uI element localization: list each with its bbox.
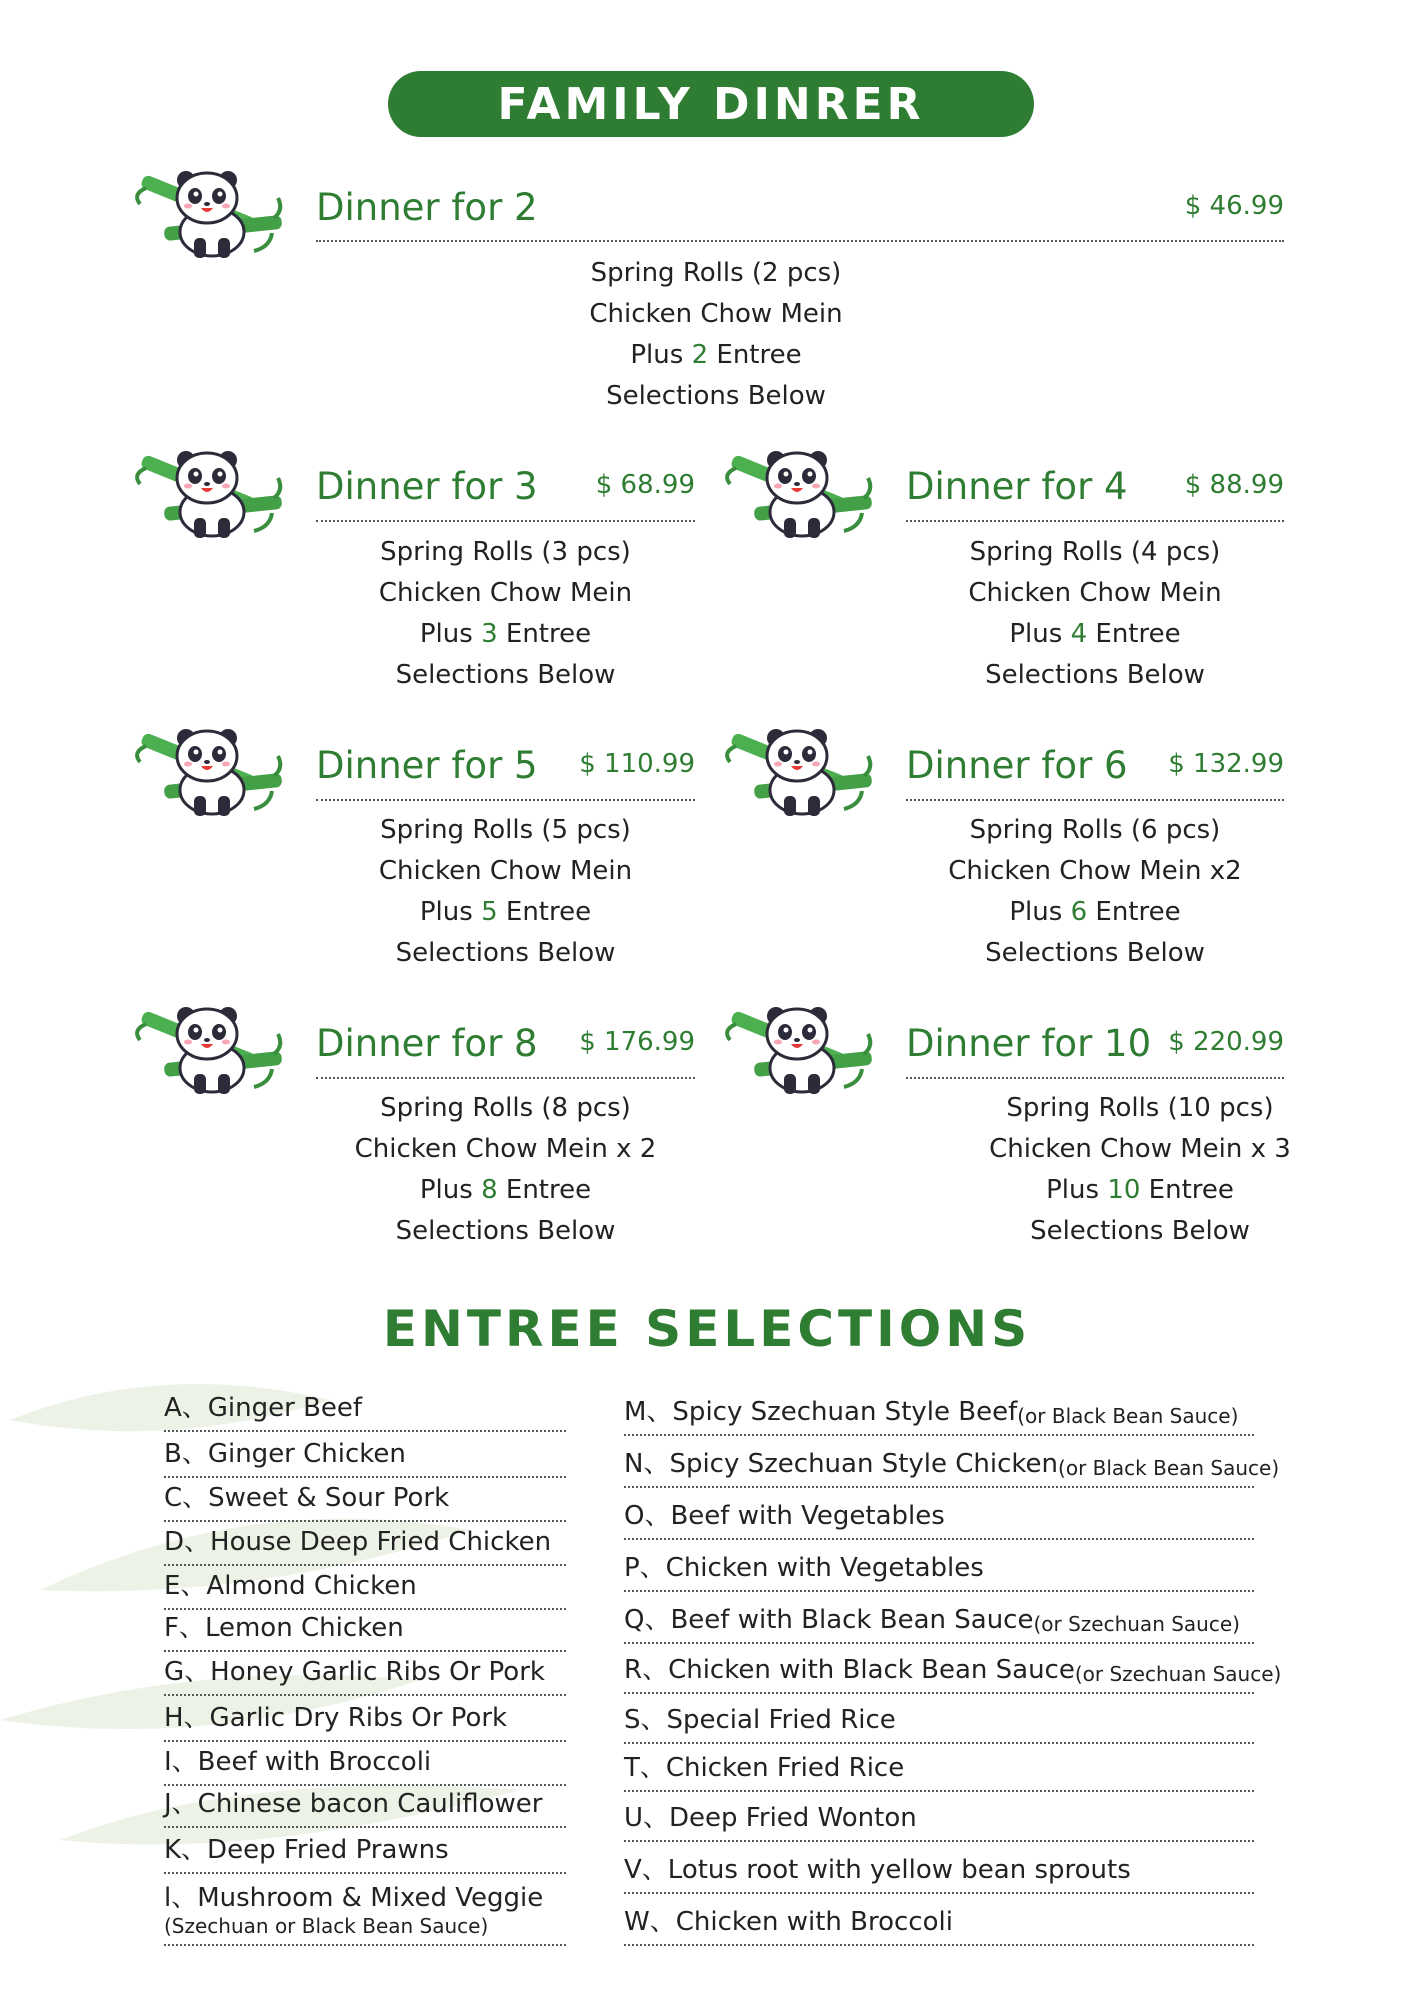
item-spring-rolls: Spring Rolls (8 pcs) <box>380 1093 631 1123</box>
dinner-contents <box>316 532 695 696</box>
dinner-title: Dinner for 2 <box>316 186 538 229</box>
item-chow-mein: Chicken Chow Mein x2 <box>948 856 1242 886</box>
entree-item-f: F、Lemon Chicken <box>164 1610 566 1652</box>
panda-on-bamboo-icon <box>724 1002 874 1102</box>
entree-item-a: A、Ginger Beef <box>164 1386 566 1432</box>
item-entree-count: Plus 5 Entree <box>419 897 592 927</box>
item-selections: Selections Below <box>395 660 616 690</box>
entree-item-o: O、Beef with Vegetables <box>624 1488 1254 1540</box>
item-spring-rolls: Spring Rolls (10 pcs) <box>1006 1093 1274 1123</box>
dinner-price: $ 88.99 <box>1184 470 1284 500</box>
panda-on-bamboo-icon <box>134 446 284 546</box>
entree-item-l: l、Mushroom & Mixed Veggie (Szechuan or Black Bean Sauce) <box>164 1874 566 1946</box>
dinner-price: $ 132.99 <box>1168 749 1284 779</box>
item-chow-mein: Chicken Chow Mein <box>378 578 633 608</box>
item-selections: Selections Below <box>395 1216 616 1246</box>
entree-item-k: K、Deep Fried Prawns <box>164 1828 566 1874</box>
dinner-price: $ 46.99 <box>1184 191 1284 221</box>
entree-item-t: T、Chicken Fried Rice <box>624 1744 1254 1792</box>
panda-on-bamboo-icon <box>724 446 874 546</box>
item-selections: Selections Below <box>985 660 1205 690</box>
dinner-contents <box>316 810 695 974</box>
item-chow-mein: Chicken Chow Mein x 3 <box>989 1134 1291 1164</box>
panda-on-bamboo-icon <box>134 166 284 266</box>
item-spring-rolls: Spring Rolls (3 pcs) <box>380 537 631 567</box>
dinner-price: $ 110.99 <box>579 749 695 779</box>
entree-item-b: B、Ginger Chicken <box>164 1432 566 1478</box>
dinner-contents <box>960 1088 1320 1252</box>
dinner-price: $ 176.99 <box>579 1027 695 1057</box>
entree-item-p: P、Chicken with Vegetables <box>624 1540 1254 1592</box>
item-selections: Selections Below <box>395 938 616 968</box>
entree-item-n: N、Spicy Szechuan Style Chicken (or Black Bean Sauce) <box>624 1436 1254 1488</box>
dinner-title: Dinner for 10 <box>906 1022 1152 1065</box>
entree-selections-heading: ENTREE SELECTIONS <box>382 1300 1032 1358</box>
page-title: FAMILY DINRER <box>388 71 1034 137</box>
divider <box>316 1077 695 1079</box>
item-chow-mein: Chicken Chow Mein x 2 <box>354 1134 657 1164</box>
item-chow-mein: Chicken Chow Mein <box>589 299 843 329</box>
item-selections: Selections Below <box>1030 1216 1250 1246</box>
dinner-title: Dinner for 8 <box>316 1022 538 1065</box>
entree-item-c: C、Sweet & Sour Pork <box>164 1478 566 1522</box>
entree-item-v: V、Lotus root with yellow bean sprouts <box>624 1842 1254 1894</box>
entree-item-u: U、Deep Fried Wonton <box>624 1792 1254 1842</box>
dinner-contents <box>316 1088 695 1252</box>
item-entree-count: Plus 2 Entree <box>630 340 802 370</box>
item-spring-rolls: Spring Rolls (6 pcs) <box>969 815 1221 845</box>
divider <box>906 799 1284 801</box>
entree-item-s: S、Special Fried Rice <box>624 1694 1254 1744</box>
item-entree-count: Plus 10 Entree <box>1046 1175 1234 1205</box>
divider <box>906 520 1284 522</box>
item-entree-count: Plus 8 Entree <box>419 1175 592 1205</box>
item-selections: Selections Below <box>985 938 1205 968</box>
dinner-title: Dinner for 6 <box>906 744 1128 787</box>
item-entree-count: Plus 4 Entree <box>1009 619 1181 649</box>
entree-item-j: J、Chinese bacon Cauliflower <box>164 1786 566 1828</box>
dinner-title: Dinner for 5 <box>316 744 538 787</box>
entree-item-i: I、Beef with Broccoli <box>164 1742 566 1786</box>
item-spring-rolls: Spring Rolls (5 pcs) <box>380 815 631 845</box>
dinner-contents <box>906 532 1284 696</box>
item-selections: Selections Below <box>606 381 826 411</box>
divider <box>316 520 695 522</box>
dinner-contents <box>516 253 916 417</box>
dinner-price: $ 68.99 <box>595 470 695 500</box>
item-entree-count: Plus 6 Entree <box>1009 897 1181 927</box>
divider <box>906 1077 1284 1079</box>
item-chow-mein: Chicken Chow Mein <box>968 578 1222 608</box>
divider <box>316 240 1284 242</box>
divider <box>316 799 695 801</box>
entree-item-m: M、Spicy Szechuan Style Beef (or Black Bean Sauce) <box>624 1386 1254 1436</box>
panda-on-bamboo-icon <box>134 1002 284 1102</box>
entree-item-d: D、House Deep Fried Chicken <box>164 1522 566 1566</box>
entree-item-e: E、Almond Chicken <box>164 1566 566 1610</box>
panda-on-bamboo-icon <box>134 724 284 824</box>
item-spring-rolls: Spring Rolls (4 pcs) <box>969 537 1221 567</box>
item-chow-mein: Chicken Chow Mein <box>378 856 633 886</box>
dinner-price: $ 220.99 <box>1168 1027 1284 1057</box>
dinner-title: Dinner for 3 <box>316 465 538 508</box>
entree-item-w: W、Chicken with Broccoli <box>624 1894 1254 1946</box>
entree-item-g: G、Honey Garlic Ribs Or Pork <box>164 1652 566 1696</box>
entree-item-q: Q、Beef with Black Bean Sauce (or Szechuan Sauce) <box>624 1592 1254 1644</box>
dinner-title: Dinner for 4 <box>906 465 1128 508</box>
panda-on-bamboo-icon <box>724 724 874 824</box>
item-entree-count: Plus 3 Entree <box>419 619 592 649</box>
dinner-contents <box>906 810 1284 974</box>
item-spring-rolls: Spring Rolls (2 pcs) <box>590 258 842 288</box>
entree-item-h: H、Garlic Dry Ribs Or Pork <box>164 1696 566 1742</box>
entree-item-r: R、Chicken with Black Bean Sauce (or Szechuan Sauce) <box>624 1644 1254 1694</box>
